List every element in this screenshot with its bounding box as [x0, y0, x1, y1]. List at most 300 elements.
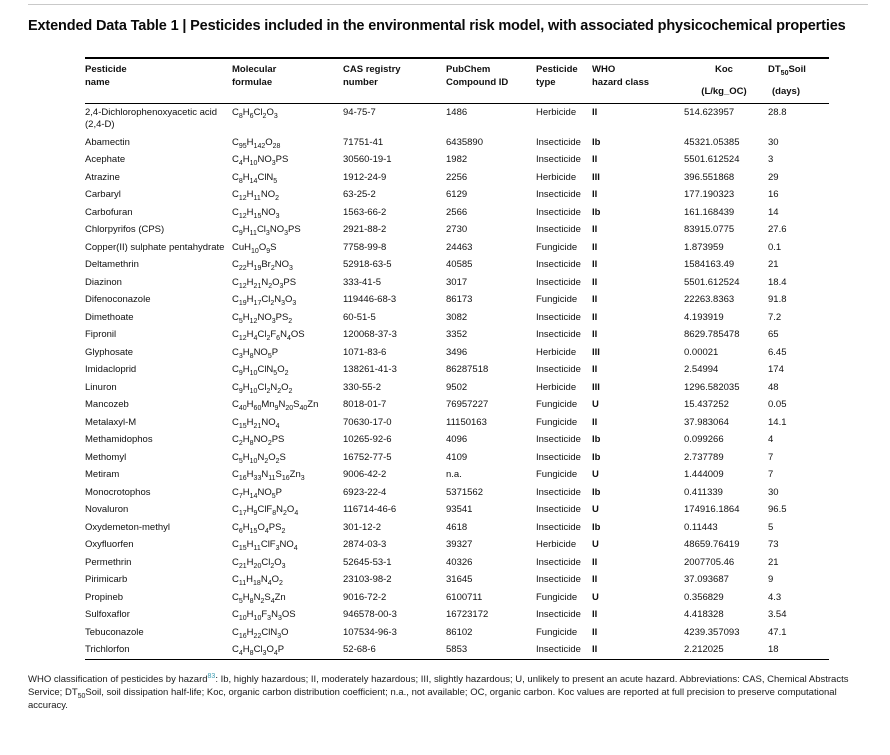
cell-who: U: [592, 539, 599, 550]
cell-name: Trichlorfon: [85, 644, 130, 655]
column-header-cas: CAS registry number: [343, 58, 446, 104]
cell-formula: $C_{15}H_{11}ClF_3NO_4$: [232, 539, 298, 552]
cell-who: II: [592, 241, 598, 253]
cell-pubchem: 76957227: [446, 399, 489, 410]
cell-koc: 1.444009: [684, 469, 724, 480]
table-row: [85, 379, 829, 397]
table-row: [85, 432, 829, 450]
cell-pubchem: 86102: [446, 626, 473, 638]
cell-koc: 15.437252: [684, 399, 729, 410]
cell-type: Insecticide: [536, 206, 581, 218]
cell-koc: 0.356829: [684, 591, 724, 603]
cell-koc: 45321.05385: [684, 136, 740, 148]
cell-who: II: [592, 609, 598, 620]
cell-dt50: 6.45: [768, 346, 787, 358]
cell-pubchem: 5853: [446, 644, 468, 655]
cell-who: II: [592, 189, 598, 200]
cell-name: Copper(II) sulphate pentahydrate: [85, 241, 225, 253]
table-row: [85, 467, 829, 485]
cell-dt50: 4: [768, 434, 774, 445]
cell-who: Ib: [592, 521, 601, 533]
cell-who: II: [592, 106, 598, 118]
cell-formula: $C_5H_{10}N_2O_2S$: [232, 451, 286, 465]
table-header: [85, 58, 829, 104]
cell-formula: $C_{22}H_{19}Br_2NO_3$: [232, 259, 293, 272]
cell-type: Fungicide: [536, 294, 578, 305]
cell-type: Insecticide: [536, 486, 581, 498]
cell-koc: 4.193919: [684, 311, 724, 323]
table-row: [85, 572, 829, 590]
cell-dt50: 16: [768, 189, 779, 200]
cell-dt50: 3: [768, 154, 774, 165]
cell-who: Ib: [592, 136, 601, 148]
cell-dt50: 91.8: [768, 294, 787, 305]
cell-who: U: [592, 504, 599, 515]
cell-who: Ib: [592, 434, 601, 445]
cell-type: Herbicide: [536, 106, 577, 118]
cell-pubchem: 93541: [446, 504, 473, 515]
footnote-dt50-subscript: 50: [77, 692, 86, 700]
cell-who: II: [592, 574, 598, 585]
cell-name: Sulfoxaflor: [85, 609, 130, 620]
cell-pubchem: 2730: [446, 224, 468, 235]
column-header-who: WHO hazard class: [592, 58, 684, 104]
cell-formula: $C_8H_{14}ClN_5$: [232, 171, 278, 185]
cell-name: Methomyl: [85, 451, 127, 463]
cell-dt50: 14: [768, 206, 779, 218]
table-row: [85, 204, 829, 222]
cell-formula: $C_{17}H_9ClF_8N_2O_4$: [232, 504, 299, 517]
table-row: [85, 607, 829, 625]
cell-formula: $C_9H_{10}Cl_2N_2O_2$: [232, 381, 293, 395]
header-row: [85, 58, 829, 104]
cell-who: II: [592, 311, 598, 323]
cell-pubchem: 2566: [446, 206, 468, 218]
cell-pubchem: 4096: [446, 434, 468, 445]
table-row: [85, 519, 829, 537]
cell-pubchem: 9502: [446, 381, 468, 393]
cell-cas: 94-75-7: [343, 106, 376, 118]
cell-who: U: [592, 591, 599, 603]
table-row: [85, 134, 829, 152]
cell-type: Herbicide: [536, 381, 577, 393]
cell-cas: 71751-41: [343, 136, 384, 148]
cell-dt50: 3.54: [768, 609, 787, 620]
cell-pubchem: 3082: [446, 311, 468, 323]
cell-name: Mancozeb: [85, 399, 129, 410]
cell-cas: 107534-96-3: [343, 626, 397, 638]
cell-name: Imidacloprid: [85, 364, 137, 375]
cell-formula: $C_{12}H_{21}N_2O_3PS$: [232, 276, 297, 290]
cell-who: II: [592, 224, 598, 235]
cell-type: Insecticide: [536, 644, 581, 655]
table-row: [85, 589, 829, 607]
cell-formula: $C_2H_8NO_2PS$: [232, 434, 285, 447]
cell-cas: 8018-01-7: [343, 399, 387, 410]
cell-who: II: [592, 556, 598, 568]
cell-type: Fungicide: [536, 399, 578, 410]
cell-koc: 2007705.46: [684, 556, 735, 568]
cell-pubchem: 11150163: [446, 416, 487, 428]
cell-cas: 10265-92-6: [343, 434, 392, 445]
cell-formula: $C_{19}H_{17}Cl_2N_3O_3$: [232, 294, 297, 307]
cell-cas: 333-41-5: [343, 276, 382, 288]
cell-dt50: 28.8: [768, 106, 787, 118]
cell-koc: 1296.582035: [684, 381, 740, 393]
column-header-name: Pesticide name: [85, 58, 232, 104]
cell-who: II: [592, 294, 598, 305]
cell-formula: $C_{16}H_{33}N_{11}S_{16}Zn_3$: [232, 469, 305, 482]
cell-who: II: [592, 259, 598, 270]
table-row: [85, 397, 829, 415]
cell-cas: 30560-19-1: [343, 154, 392, 165]
table-row: [85, 537, 829, 555]
cell-pubchem: 39327: [446, 539, 473, 550]
cell-dt50: 5: [768, 521, 774, 533]
cell-formula: $C_{12}H_4Cl_2F_6N_4OS$: [232, 329, 305, 342]
cell-name: Permethrin: [85, 556, 132, 568]
cell-formula: $C_8H_6Cl_2O_3$: [232, 106, 278, 120]
cell-formula: $C_9H_{11}Cl_3NO_3PS$: [232, 224, 301, 237]
cell-cas: 16752-77-5: [343, 451, 392, 463]
cell-name: Oxydemeton-methyl: [85, 521, 171, 533]
cell-type: Herbicide: [536, 539, 577, 550]
cell-cas: 7758-99-8: [343, 241, 387, 253]
cell-pubchem: 86173: [446, 294, 473, 305]
cell-pubchem: 4109: [446, 451, 468, 463]
cell-koc: 161.168439: [684, 206, 735, 218]
table-row: [85, 414, 829, 432]
cell-cas: 52645-53-1: [343, 556, 392, 568]
cell-dt50: 29: [768, 171, 779, 183]
cell-who: Ib: [592, 451, 601, 463]
cell-name: Fipronil: [85, 329, 117, 340]
table-row: [85, 327, 829, 345]
cell-who: III: [592, 381, 600, 393]
cell-cas: 1563-66-2: [343, 206, 387, 218]
cell-name: Metalaxyl-M: [85, 416, 137, 428]
cell-type: Fungicide: [536, 626, 578, 638]
cell-name: Carbofuran: [85, 206, 133, 218]
table-row: [85, 239, 829, 257]
cell-who: Ib: [592, 486, 601, 498]
cell-cas: 301-12-2: [343, 521, 382, 533]
cell-cas: 116714-46-6: [343, 504, 397, 515]
cell-pubchem: 5371562: [446, 486, 483, 498]
cell-dt50: 96.5: [768, 504, 787, 515]
table-row: [85, 104, 829, 135]
cell-pubchem: 3352: [446, 329, 468, 340]
cell-cas: 70630-17-0: [343, 416, 392, 428]
cell-name: Diazinon: [85, 276, 122, 288]
table-row: [85, 222, 829, 240]
cell-dt50: 21: [768, 259, 779, 270]
cell-cas: 63-25-2: [343, 189, 376, 200]
cell-name: Oxyfluorfen: [85, 539, 134, 550]
table-row: [85, 292, 829, 310]
cell-name: Deltamethrin: [85, 259, 139, 270]
cell-type: Insecticide: [536, 364, 581, 375]
table-row: [85, 362, 829, 380]
cell-cas: 119446-68-3: [343, 294, 397, 305]
cell-pubchem: 4618: [446, 521, 468, 533]
cell-formula: $C_{10}H_{10}F_3N_3OS$: [232, 609, 296, 622]
cell-koc: 37.093687: [684, 574, 729, 585]
cell-dt50: 18: [768, 644, 779, 655]
cell-formula: $C_{15}H_{21}NO_4$: [232, 416, 280, 430]
cell-name: Tebuconazole: [85, 626, 144, 638]
cell-formula: $C_{12}H_{15}NO_3$: [232, 206, 280, 220]
cell-name: Monocrotophos: [85, 486, 151, 498]
cell-name: Abamectin: [85, 136, 130, 148]
cell-name: 2,4-Dichlorophenoxyacetic acid (2,4-D): [85, 106, 218, 130]
cell-type: Fungicide: [536, 591, 578, 603]
cell-dt50: 7.2: [768, 311, 782, 323]
table-row: [85, 169, 829, 187]
cell-type: Fungicide: [536, 416, 578, 428]
cell-type: Insecticide: [536, 154, 581, 165]
cell-cas: 9016-72-2: [343, 591, 387, 603]
cell-koc: 0.00021: [684, 346, 719, 358]
cell-name: Novaluron: [85, 504, 129, 515]
cell-type: Insecticide: [536, 259, 581, 270]
cell-type: Herbicide: [536, 346, 577, 358]
cell-type: Insecticide: [536, 574, 581, 585]
column-header-koc: Koc (L/kg_OC): [684, 58, 768, 104]
cell-pubchem: 86287518: [446, 364, 489, 375]
column-header-dt50: $DT_{50}Soil$ (days): [768, 58, 829, 104]
cell-koc: 48659.76419: [684, 539, 740, 550]
cell-dt50: 7: [768, 469, 774, 480]
cell-koc: 2.737789: [684, 451, 724, 463]
cell-formula: $C_{40}H_{60}Mn_9N_{20}S_{40}Zn$: [232, 399, 319, 412]
cell-dt50: 9: [768, 574, 774, 585]
cell-formula: $C_7H_{14}NO_5P$: [232, 486, 282, 500]
cell-type: Insecticide: [536, 189, 581, 200]
cell-who: II: [592, 364, 598, 375]
cell-dt50: 0.05: [768, 399, 787, 410]
cell-name: Acephate: [85, 154, 126, 165]
cell-type: Insecticide: [536, 521, 581, 533]
footnote-text-tail: Soil, soil dissipation half-life; Koc, organic carbon distribution coefficient; n.a., not available; OC, organic carbon. Koc values are reported at full precision to preserve computational accuracy.: [28, 687, 837, 711]
cell-dt50: 48: [768, 381, 779, 393]
cell-formula: $C_{11}H_{18}N_4O_2$: [232, 574, 283, 587]
cell-who: II: [592, 276, 598, 288]
cell-formula: $C_9H_{10}ClN_5O_2$: [232, 364, 289, 377]
cell-type: Insecticide: [536, 276, 581, 288]
cell-type: Fungicide: [536, 469, 578, 480]
cell-formula: $C_{16}H_{22}ClN_3O$: [232, 626, 289, 640]
cell-koc: 1.873959: [684, 241, 724, 253]
cell-formula: $C_5H_{12}NO_3PS_2$: [232, 311, 293, 325]
cell-pubchem: 3496: [446, 346, 468, 358]
cell-cas: 946578-00-3: [343, 609, 397, 620]
cell-koc: 83915.0775: [684, 224, 735, 235]
cell-cas: 2874-03-3: [343, 539, 387, 550]
footnote-text-mid: : Ib, highly hazardous; II, moderately hazardous; III, slightly hazardous; U, unlikely to present an acute hazard. Abbreviations: CAS, Chemical Abstracts Service; DT: [28, 674, 849, 698]
table-row: [85, 152, 829, 170]
cell-dt50: 30: [768, 486, 779, 498]
cell-type: Insecticide: [536, 609, 581, 620]
cell-pubchem: 1486: [446, 106, 468, 118]
cell-dt50: 21: [768, 556, 779, 568]
cell-koc: 0.099266: [684, 434, 724, 445]
page-top-rule: [28, 4, 868, 5]
cell-cas: 52918-63-5: [343, 259, 392, 270]
cell-cas: 330-55-2: [343, 381, 382, 393]
cell-koc: 177.190323: [684, 189, 735, 200]
cell-dt50: 73: [768, 539, 779, 550]
cell-who: III: [592, 171, 600, 183]
cell-name: Carbaryl: [85, 189, 121, 200]
table-body: [85, 104, 829, 660]
column-header-formula: Molecular formulae: [232, 58, 343, 104]
cell-pubchem: n.a.: [446, 469, 462, 480]
cell-cas: 9006-42-2: [343, 469, 387, 480]
cell-formula: $C_4H_{10}NO_3PS$: [232, 154, 289, 167]
cell-name: Metiram: [85, 469, 120, 480]
cell-name: Difenoconazole: [85, 294, 151, 305]
cell-cas: 6923-22-4: [343, 486, 387, 498]
cell-type: Insecticide: [536, 224, 581, 235]
cell-formula: $CuH_{10}O_9S$: [232, 241, 277, 255]
table-row: [85, 484, 829, 502]
cell-koc: 4.418328: [684, 609, 724, 620]
cell-koc: 1584163.49: [684, 259, 735, 270]
cell-dt50: 4.3: [768, 591, 782, 603]
cell-who: III: [592, 346, 600, 358]
cell-koc: 0.11443: [684, 521, 718, 533]
cell-pubchem: 40326: [446, 556, 473, 568]
cell-koc: 22263.8363: [684, 294, 735, 305]
cell-name: Linuron: [85, 381, 117, 393]
cell-pubchem: 6100711: [446, 591, 483, 603]
cell-type: Insecticide: [536, 136, 581, 148]
cell-name: Propineb: [85, 591, 124, 603]
cell-cas: 1071-83-6: [343, 346, 387, 358]
cell-who: II: [592, 329, 598, 340]
cell-pubchem: 3017: [446, 276, 468, 288]
cell-koc: 514.623957: [684, 106, 735, 118]
cell-pubchem: 6435890: [446, 136, 483, 148]
cell-formula: $C_6H_{15}O_4PS_2$: [232, 521, 286, 535]
cell-formula: $C_3H_8NO_5P$: [232, 346, 279, 360]
cell-cas: 52-68-6: [343, 644, 376, 655]
cell-type: Fungicide: [536, 241, 578, 253]
cell-cas: 2921-88-2: [343, 224, 387, 235]
cell-pubchem: 16723172: [446, 609, 489, 620]
cell-cas: 23103-98-2: [343, 574, 392, 585]
table-row: [85, 187, 829, 205]
cell-dt50: 27.6: [768, 224, 787, 235]
cell-formula: $C_{95}H_{142}O_{28}$: [232, 136, 281, 150]
cell-dt50: 18.4: [768, 276, 787, 288]
cell-cas: 120068-37-3: [343, 329, 397, 340]
cell-dt50: 47.1: [768, 626, 787, 638]
cell-name: Chlorpyrifos (CPS): [85, 224, 165, 235]
cell-pubchem: 2256: [446, 171, 468, 183]
cell-name: Atrazine: [85, 171, 120, 183]
cell-name: Methamidophos: [85, 434, 153, 445]
cell-koc: 174916.1864: [684, 504, 740, 515]
footnote: [28, 673, 862, 712]
cell-koc: 8629.785478: [684, 329, 740, 340]
cell-name: Pirimicarb: [85, 574, 128, 585]
cell-formula: $C_{12}H_{11}NO_2$: [232, 189, 279, 202]
cell-cas: 1912-24-9: [343, 171, 387, 183]
cell-pubchem: 31645: [446, 574, 473, 585]
cell-type: Insecticide: [536, 504, 581, 515]
cell-type: Insecticide: [536, 556, 581, 568]
cell-koc: 0.411339: [684, 486, 723, 498]
cell-dt50: 30: [768, 136, 779, 148]
cell-who: U: [592, 469, 599, 480]
cell-dt50: 65: [768, 329, 779, 340]
cell-formula: $C_5H_8N_2S_4Zn$: [232, 591, 286, 605]
cell-koc: 5501.612524: [684, 154, 740, 165]
cell-cas: 138261-41-3: [343, 364, 397, 375]
cell-koc: 5501.612524: [684, 276, 740, 288]
table-row: [85, 554, 829, 572]
table-row: [85, 344, 829, 362]
cell-formula: $C_{21}H_{20}Cl_2O_3$: [232, 556, 286, 570]
cell-type: Insecticide: [536, 451, 581, 463]
footnote-text-before-ref: WHO classification of pesticides by hazard: [28, 674, 208, 685]
cell-who: Ib: [592, 206, 601, 218]
table-container: [85, 57, 806, 660]
table-row: [85, 624, 829, 642]
pesticides-table: [85, 57, 829, 660]
cell-dt50: 7: [768, 451, 774, 463]
cell-name: Glyphosate: [85, 346, 134, 358]
cell-pubchem: 1982: [446, 154, 468, 165]
cell-koc: 396.551868: [684, 171, 735, 183]
table-row: [85, 274, 829, 292]
cell-who: II: [592, 154, 598, 165]
cell-name: Dimethoate: [85, 311, 134, 323]
cell-who: U: [592, 399, 599, 410]
table-row: [85, 257, 829, 275]
cell-who: II: [592, 416, 598, 428]
table-row: [85, 309, 829, 327]
cell-koc: 2.54994: [684, 364, 719, 375]
footnote-reference-number[interactable]: 83: [207, 672, 216, 680]
cell-type: Herbicide: [536, 171, 577, 183]
cell-koc: 2.212025: [684, 644, 724, 655]
table-row: [85, 502, 829, 520]
cell-who: II: [592, 626, 598, 638]
cell-type: Insecticide: [536, 329, 581, 340]
cell-pubchem: 24463: [446, 241, 473, 253]
cell-dt50: 0.1: [768, 241, 782, 253]
column-header-type: Pesticide type: [536, 58, 592, 104]
cell-who: II: [592, 644, 598, 655]
cell-type: Insecticide: [536, 434, 581, 445]
table-row: [85, 642, 829, 660]
cell-koc: 4239.357093: [684, 626, 740, 638]
cell-cas: 60-51-5: [343, 311, 376, 323]
cell-formula: $C_4H_8Cl_3O_4P$: [232, 644, 285, 657]
cell-dt50: 14.1: [768, 416, 787, 428]
table-row: [85, 449, 829, 467]
cell-dt50: 174: [768, 364, 784, 375]
cell-pubchem: 6129: [446, 189, 468, 200]
cell-koc: 37.983064: [684, 416, 729, 428]
cell-pubchem: 40585: [446, 259, 473, 270]
page-title: Extended Data Table 1 | Pesticides included in the environmental risk model, with associated physicochemical properties: [28, 18, 846, 34]
cell-type: Insecticide: [536, 311, 581, 323]
column-header-pubchem: PubChem Compound ID: [446, 58, 536, 104]
